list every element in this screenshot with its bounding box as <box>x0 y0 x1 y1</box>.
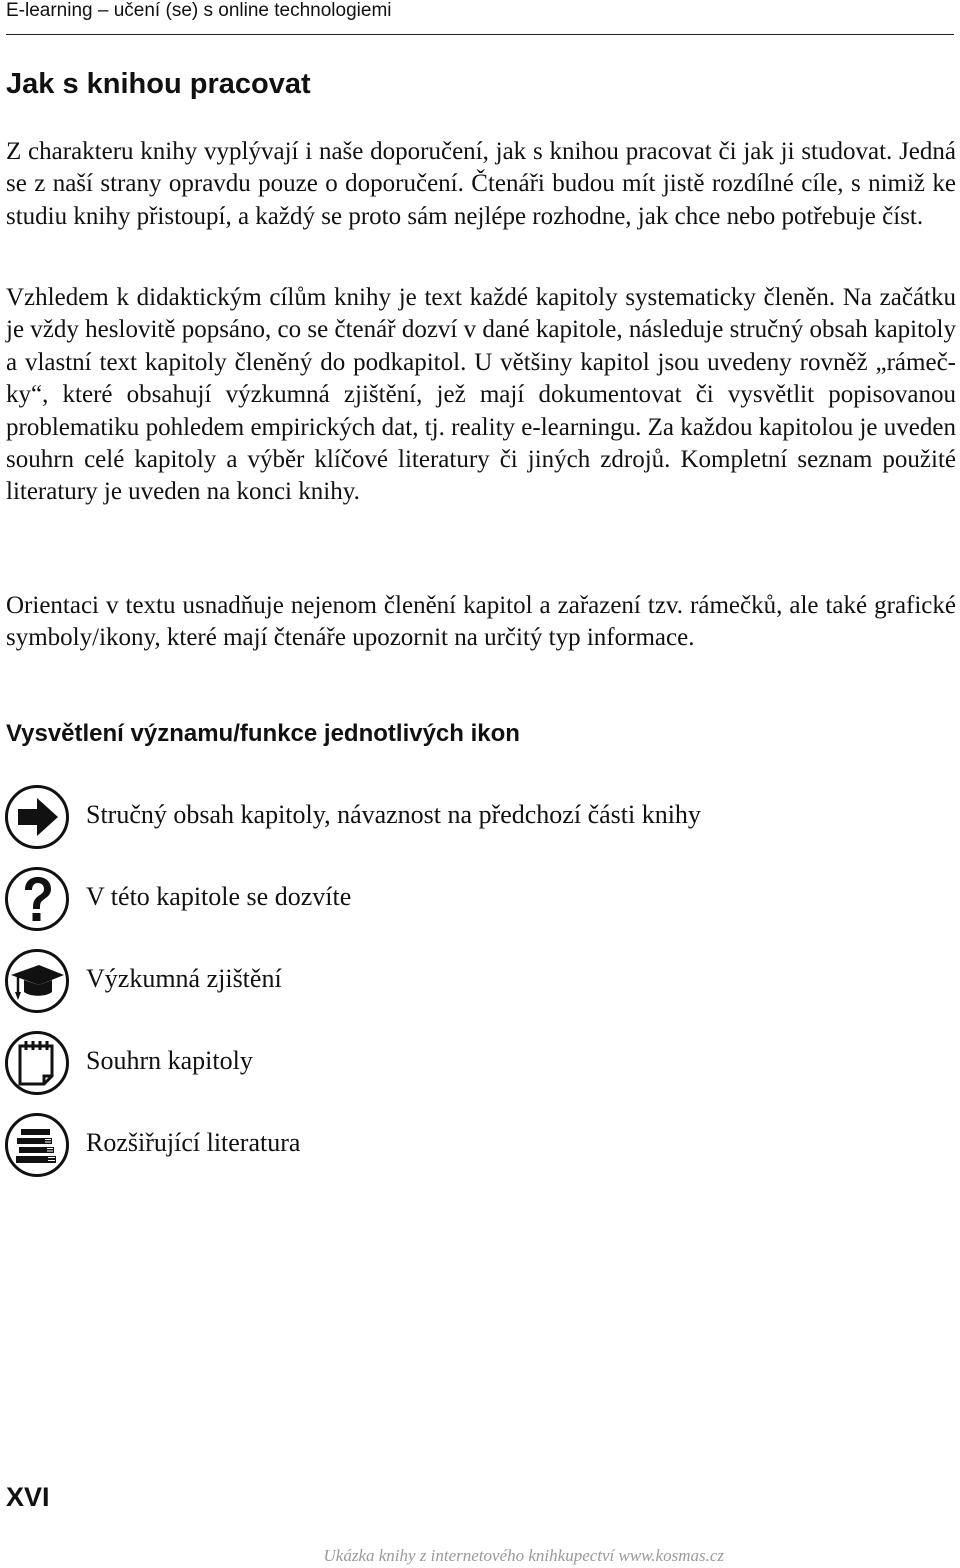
icon-legend-label: Stručný obsah kapitoly, návaznost na předchozí části knihy <box>86 800 701 829</box>
page-number: XVI <box>6 1482 50 1512</box>
icon-legend-label: V této kapitole se dozvíte <box>86 882 352 911</box>
icon-legend-label: Výzkumná zjištění <box>86 964 282 993</box>
footer-note: Ukázka knihy z internetového knihkupectví www.kosmas.cz <box>323 1546 724 1565</box>
icons-heading: Vysvětlení významu/funkce jednotlivých ikon <box>6 720 520 747</box>
header-divider <box>6 34 954 35</box>
question-mark-icon <box>4 866 70 932</box>
graduation-cap-icon <box>4 948 70 1014</box>
running-header: E-learning – učení (se) s online technologiemi <box>6 0 392 21</box>
paragraph-orientation: Orientaci v textu usnadňuje nejenom členění kapitol a zařazení tzv. rámečků, ale také grafické symboly/ikony, které mají čtenáře upozornit na určitý typ informace. <box>6 592 956 652</box>
paragraph-intro: Z charakteru knihy vyplývají i naše doporučení, jak s knihou pracovat či jak ji studovat. Jedná se z naší strany opravdu pouze o doporučení. Čtenáři budou mít jistě rozdílné cíle, s nimiž ke studiu knihy přistoupí, a každý se proto sám nejlépe rozhodne, jak chce nebo potřebuje číst. <box>6 138 956 230</box>
books-icon <box>4 1112 70 1178</box>
icon-legend-item <box>4 1112 904 1176</box>
icon-legend-item <box>4 1030 904 1094</box>
icon-legend-item <box>4 784 904 848</box>
section-title: Jak s knihou pracovat <box>6 68 311 100</box>
paragraph-structure: Vzhledem k didaktickým cílům knihy je text každé kapitoly systematicky členěn. Na začátku je vždy heslovitě popsáno, co se čtenář dozví v dané kapitole, následuje stručný obsah kapitoly a vlastní text kapitoly členěný do podkapitol. U většiny kapitol jsou uvedeny rovněž „rámečky“, které obsahují výzkumná zjištění, jež mají dokumentovat či vysvětlit popisovanou problematiku pohledem empirických dat, tj. reality e-learningu. Za každou kapitolou je uveden souhrn celé kapitoly a výběr klíčové literatury či jiných zdrojů. Kompletní seznam použité literatury je uveden na konci knihy. <box>6 284 956 506</box>
arrow-right-icon <box>4 784 70 850</box>
icon-legend-item <box>4 948 904 1012</box>
notepad-icon <box>4 1030 70 1096</box>
icon-legend-label: Rozšiřující literatura <box>86 1128 301 1157</box>
icon-legend-item <box>4 866 904 930</box>
icon-legend-label: Souhrn kapitoly <box>86 1046 253 1075</box>
